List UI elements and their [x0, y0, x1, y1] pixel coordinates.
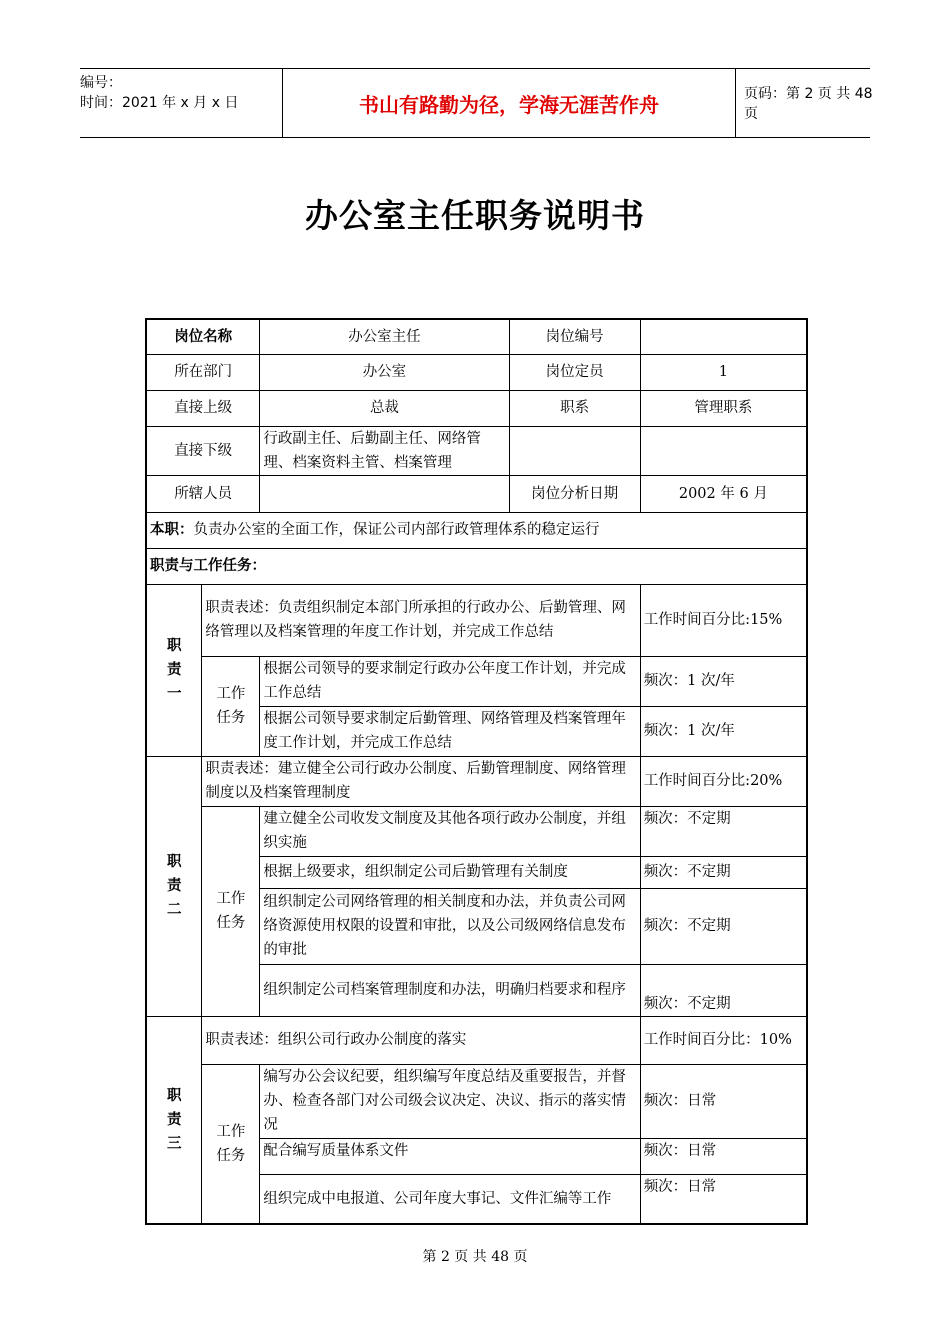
staff-label: 所辖人员 — [146, 475, 260, 512]
superior-label: 直接上级 — [146, 390, 260, 426]
dept-label: 所在部门 — [146, 354, 260, 390]
task-text: 编写办公会议纪要，组织编写年度总结及重要报告，并督办、检查各部门对公司级会议决定、决议、指示的落实情况 — [260, 1064, 640, 1138]
duty-desc: 职责表述：组织公司行政办公制度的落实 — [202, 1016, 640, 1064]
task-row — [146, 656, 807, 706]
series-label: 职系 — [509, 390, 640, 426]
task-text: 根据上级要求，组织制定公司后勤管理有关制度 — [260, 856, 640, 888]
duty-time-pct: 工作时间百分比：10% — [640, 1016, 807, 1064]
info-row — [146, 475, 807, 512]
task-row — [146, 1064, 807, 1138]
document-title: 办公室主任职务说明书 — [305, 196, 645, 235]
duty-time-pct: 工作时间百分比:15% — [640, 584, 807, 656]
duty-name: 职 责 二 — [146, 756, 202, 1016]
duty-desc: 职责表述：建立健全公司行政办公制度、后勤管理制度、网络管理制度以及档案管理制度 — [202, 756, 640, 806]
analysis-date-value: 2002 年 6 月 — [640, 475, 807, 512]
code-label: 编号： — [80, 75, 122, 91]
task-text: 根据公司领导的要求制定行政办公年度工作计划，并完成工作总结 — [260, 656, 640, 706]
task-freq: 频次：不定期 — [640, 806, 807, 856]
duty-time-pct: 工作时间百分比:20% — [640, 756, 807, 806]
staff-value — [260, 475, 509, 512]
task-text: 组织制定公司档案管理制度和办法，明确归档要求和程序 — [260, 964, 640, 1016]
analysis-date-label: 岗位分析日期 — [509, 475, 640, 512]
quota-label: 岗位定员 — [509, 354, 640, 390]
info-row — [146, 354, 807, 390]
task-freq: 频次：日常 — [640, 1174, 807, 1224]
subordinate-extra-cell — [640, 426, 807, 475]
duty-summary — [146, 512, 807, 548]
duties-heading-row — [146, 548, 807, 584]
series-value: 管理职系 — [640, 390, 807, 426]
task-freq: 频次：日常 — [640, 1138, 807, 1174]
post-name-label: 岗位名称 — [146, 319, 260, 354]
superior-value: 总裁 — [260, 390, 509, 426]
task-freq: 频次：不定期 — [640, 888, 807, 964]
task-row — [146, 806, 807, 856]
task-freq: 频次：不定期 — [640, 964, 807, 1016]
job-description-table — [145, 318, 808, 1225]
info-row — [146, 390, 807, 426]
page-footer: 第 2 页 共 48 页 — [422, 1249, 528, 1265]
duty-name: 职 责 一 — [146, 584, 202, 756]
task-text: 建立健全公司收发文制度及其他各项行政办公制度，并组织实施 — [260, 806, 640, 856]
post-no-label: 岗位编号 — [509, 319, 640, 354]
task-freq: 频次：不定期 — [640, 856, 807, 888]
task-freq: 频次：日常 — [640, 1064, 807, 1138]
quota-value: 1 — [640, 354, 807, 390]
duty-desc: 职责表述：负责组织制定本部门所承担的行政办公、后勤管理、网络管理以及档案管理的年度工作计划，并完成工作总结 — [202, 584, 640, 656]
task-text: 组织制定公司网络管理的相关制度和办法，并负责公司网络资源使用权限的设置和审批，以及公司级网络信息发布的审批 — [260, 888, 640, 964]
duty-desc-row — [146, 1016, 807, 1064]
task-text: 根据公司领导要求制定后勤管理、网络管理及档案管理年度工作计划，并完成工作总结 — [260, 706, 640, 756]
duty-desc-row — [146, 756, 807, 806]
task-text: 配合编写质量体系文件 — [260, 1138, 640, 1174]
post-no-value — [640, 319, 807, 354]
page-header — [80, 68, 873, 138]
task-freq: 频次：1 次/年 — [640, 656, 807, 706]
task-label: 工作 任务 — [202, 806, 260, 1016]
duty-summary-label: 本职： — [150, 522, 194, 538]
info-row — [146, 426, 807, 475]
duty-name: 职 责 三 — [146, 1016, 202, 1224]
info-row — [146, 319, 807, 354]
duty-desc-row — [146, 584, 807, 656]
task-text: 组织完成中电报道、公司年度大事记、文件汇编等工作 — [260, 1174, 640, 1224]
header-motto: 书山有路勤为径，学海无涯苦作舟 — [282, 69, 736, 137]
duties-heading: 职责与工作任务： — [146, 548, 807, 584]
subordinate-value: 行政副主任、后勤副主任、网络管理、档案资料主管、档案管理 — [260, 426, 509, 475]
header-page-info: 页码：第 2 页 共 48 页 — [744, 86, 873, 122]
duty-summary-row — [146, 512, 807, 548]
task-freq: 频次：1 次/年 — [640, 706, 807, 756]
header-meta — [80, 69, 282, 141]
duty-summary-text: 负责办公室的全面工作，保证公司内部行政管理体系的稳定运行 — [193, 522, 600, 538]
time-label: 时间：2021 年 x 月 x 日 — [80, 95, 239, 111]
post-name-value: 办公室主任 — [260, 319, 509, 354]
task-label: 工作 任务 — [202, 1064, 260, 1224]
dept-value: 办公室 — [260, 354, 509, 390]
subordinate-extra-cell — [509, 426, 640, 475]
task-label: 工作 任务 — [202, 656, 260, 756]
subordinate-label: 直接下级 — [146, 426, 260, 475]
